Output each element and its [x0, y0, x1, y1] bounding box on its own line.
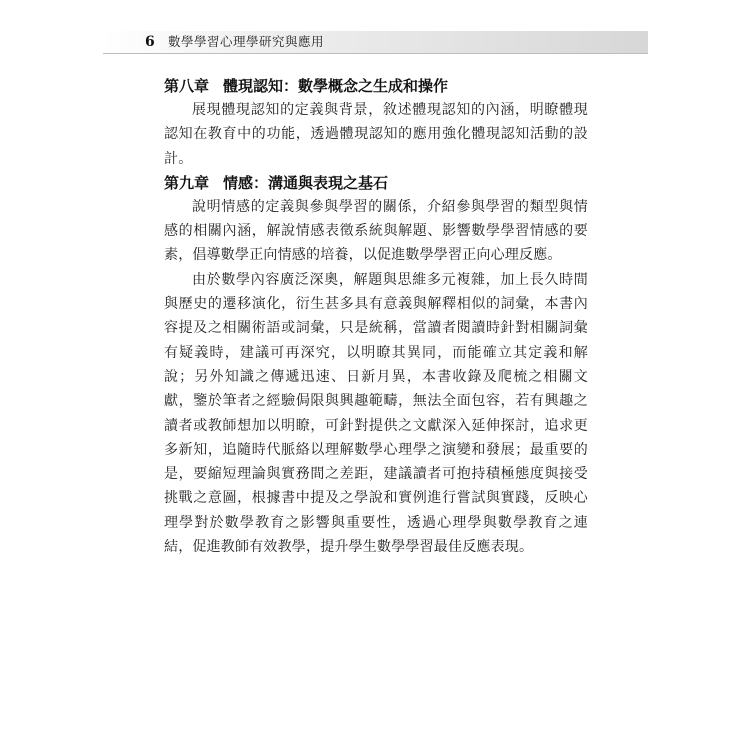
chapter-number: 第八章	[164, 77, 210, 95]
body-text	[164, 74, 588, 559]
chapter-title: 體現認知：數學概念之生成和操作	[223, 77, 449, 95]
closing-paragraph: 由於數學內容廣泛深奧，解題與思維多元複雜，加上長久時間與歷史的遷移演化，衍生甚多具有意義與解釋相似的詞彙，本書內容提及之相關術語或詞彙，只是統稱，當讀者閱讀時針對相關詞彙有疑義時，建議可再深究，以明瞭其異同，而能確立其定義和解說；另外知識之傳遞迅速、日新月異，本書收錄及爬梳之相關文獻，鑒於筆者之經驗侷限與興趣範疇，無法全面包容，若有興趣之讀者或教師想加以明瞭，可針對提供之文獻深入延伸探討，追求更多新知，追隨時代脈絡以理解數學心理學之演變和發展；最重要的是，要縮短理論與實務間之差距，建議讀者可抱持積極態度與接受挑戰之意圖，根據書中提及之學說和實例進行嘗試與實踐，反映心理學對於數學教育之影響與重要性，透過心理學與數學教育之連結，促進教師有效教學，提升學生數學學習最佳反應表現。	[164, 271, 588, 556]
page-number: 6	[145, 34, 155, 50]
chapter-8-summary: 展現體現認知的定義與背景，敘述體現認知的內涵，明瞭體現認知在教育中的功能，透過體現認知的應用強化體現認知活動的設計。	[164, 102, 588, 167]
chapter-title: 情感：溝通與表現之基石	[223, 173, 389, 192]
chapter-heading-8	[164, 74, 588, 98]
running-head-title: 數學學習心理學研究與應用	[168, 34, 325, 49]
chapter-heading-9	[164, 171, 588, 195]
chapter-number: 第九章	[164, 173, 210, 192]
chapter-9-summary: 說明情感的定義與參與學習的關係，介紹參與學習的類型與情感的相關內涵，解說情感表徵系統與解題、影響數學學習情感的要素，倡導數學正向情感的培養，以促進數學學習正向心理反應。	[164, 198, 588, 264]
